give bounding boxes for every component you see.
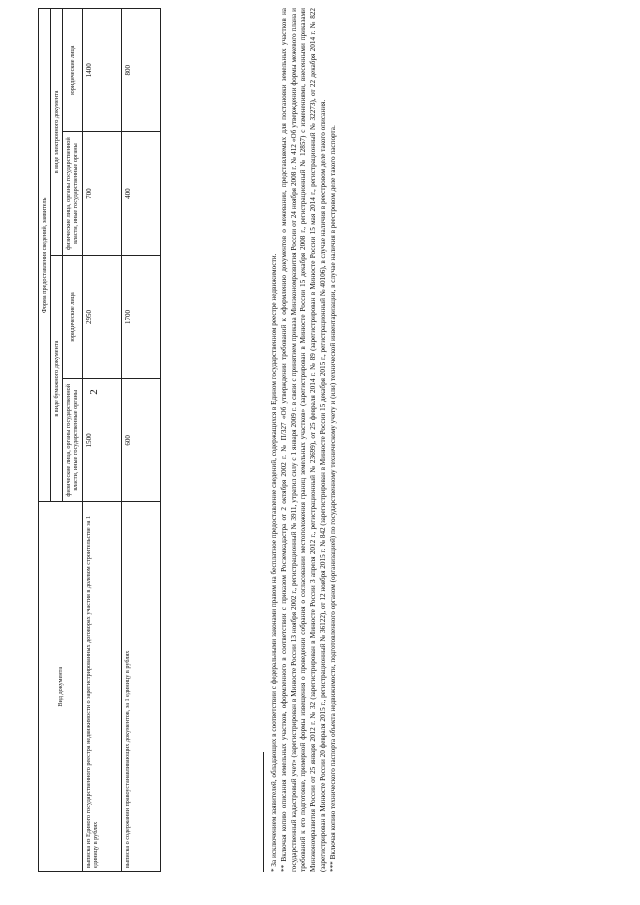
header-form: Форма предоставления сведений, заявитель	[39, 9, 51, 503]
fee-value: 400	[121, 132, 160, 255]
row-document-name: выписка из Единого государственного реестра недвижимости о зарегистрированных договорах участия в долевом строительстве за 1 единицу в рублях	[82, 502, 121, 872]
footnote-1: * За исключением заявителей, обладающих в соответствии с федеральными законами правом на бесплатное предоставление сведений, содержащихся в Едином государственном реестре недвижимости.	[270, 253, 278, 872]
fee-value: 800	[121, 9, 160, 132]
header-paper: в виде бумажного документа	[51, 255, 63, 502]
fee-value: 2950	[82, 255, 121, 378]
page-number: 2	[87, 389, 100, 395]
fee-table	[38, 8, 161, 872]
header-paper-legal: юридические лица	[63, 255, 82, 378]
rotated-page-content	[38, 8, 378, 872]
header-electronic: в виде электронного документа	[51, 9, 63, 256]
header-electronic-individuals: физические лица, органы государственной власти, иные государственные органы	[63, 132, 82, 255]
fee-value: 1700	[121, 255, 160, 378]
row-document-name: выписка о содержании правоустанавливающих документов, за 1 единицу в рублях	[121, 502, 160, 872]
header-document-type: Вид документа	[39, 502, 83, 872]
fee-value: 700	[82, 132, 121, 255]
footnotes	[270, 8, 338, 872]
header-paper-individuals: физические лица, органы государственной власти, иные государственные органы	[63, 379, 82, 502]
footnote-divider	[263, 752, 264, 872]
fee-value: 600	[121, 379, 160, 502]
footnote-2: ** Включая копию описания земельных участков, оформленного в соответствии с приказом Росземкадастра от 2 октября 2002 г. № П/327 «Об утверждении требований к оформлению документов о межевании, представляемых для постановки земельных участков на государственный кадастровый учет» (зарегистрирован в Минюсте России 13 ноября 2002 г., регистрационный № 3911, утратил силу с 1 января 2009 г. в связи с принятием приказа Минэкономразвития России от 24 ноября 2008 г. № 412 «Об утверждении формы межевого плана и требований к его подготовке, примерной формы извещения о проведении собрания о согласовании местоположения границ земельных участков» (зарегистрирован в Минюсте России 15 декабря 2008 г., регистрационный № 12857) с изменениями, внесенными приказами Минэкономразвития России от 25 января 2012 г. № 32 (зарегистрирован в Минюсте России 3 апреля 2012 г., регистрационный № 23699), от 25 февраля 2014 г. № 89 (зарегистрирован в Минюсте России 15 мая 2014 г., регистрационный № 32273), от 22 декабря 2014 г. № 822 (зарегистрирован в Минюсте России 20 февраля 2015 г., регистрационный № 36122), от 12 ноября 2015 г. № 842 (зарегистрирован в Минюсте России 15 декабря 2015 г., регистрационный № 40106), в случае наличия в реестровом деле такого описания.	[279, 8, 327, 872]
fee-value: 1400	[82, 9, 121, 132]
header-electronic-legal: юридические лица	[63, 9, 82, 132]
footnote-3: *** Включая копию технического паспорта объекта недвижимости, подготовленного органом (организацией) по государственному техническому учету и (или) технической инвентаризации, в случае наличия в реестровом деле такого паспорта.	[328, 125, 337, 872]
table-row	[121, 9, 160, 872]
fee-value: 1500	[82, 379, 121, 502]
table-row	[82, 9, 121, 872]
